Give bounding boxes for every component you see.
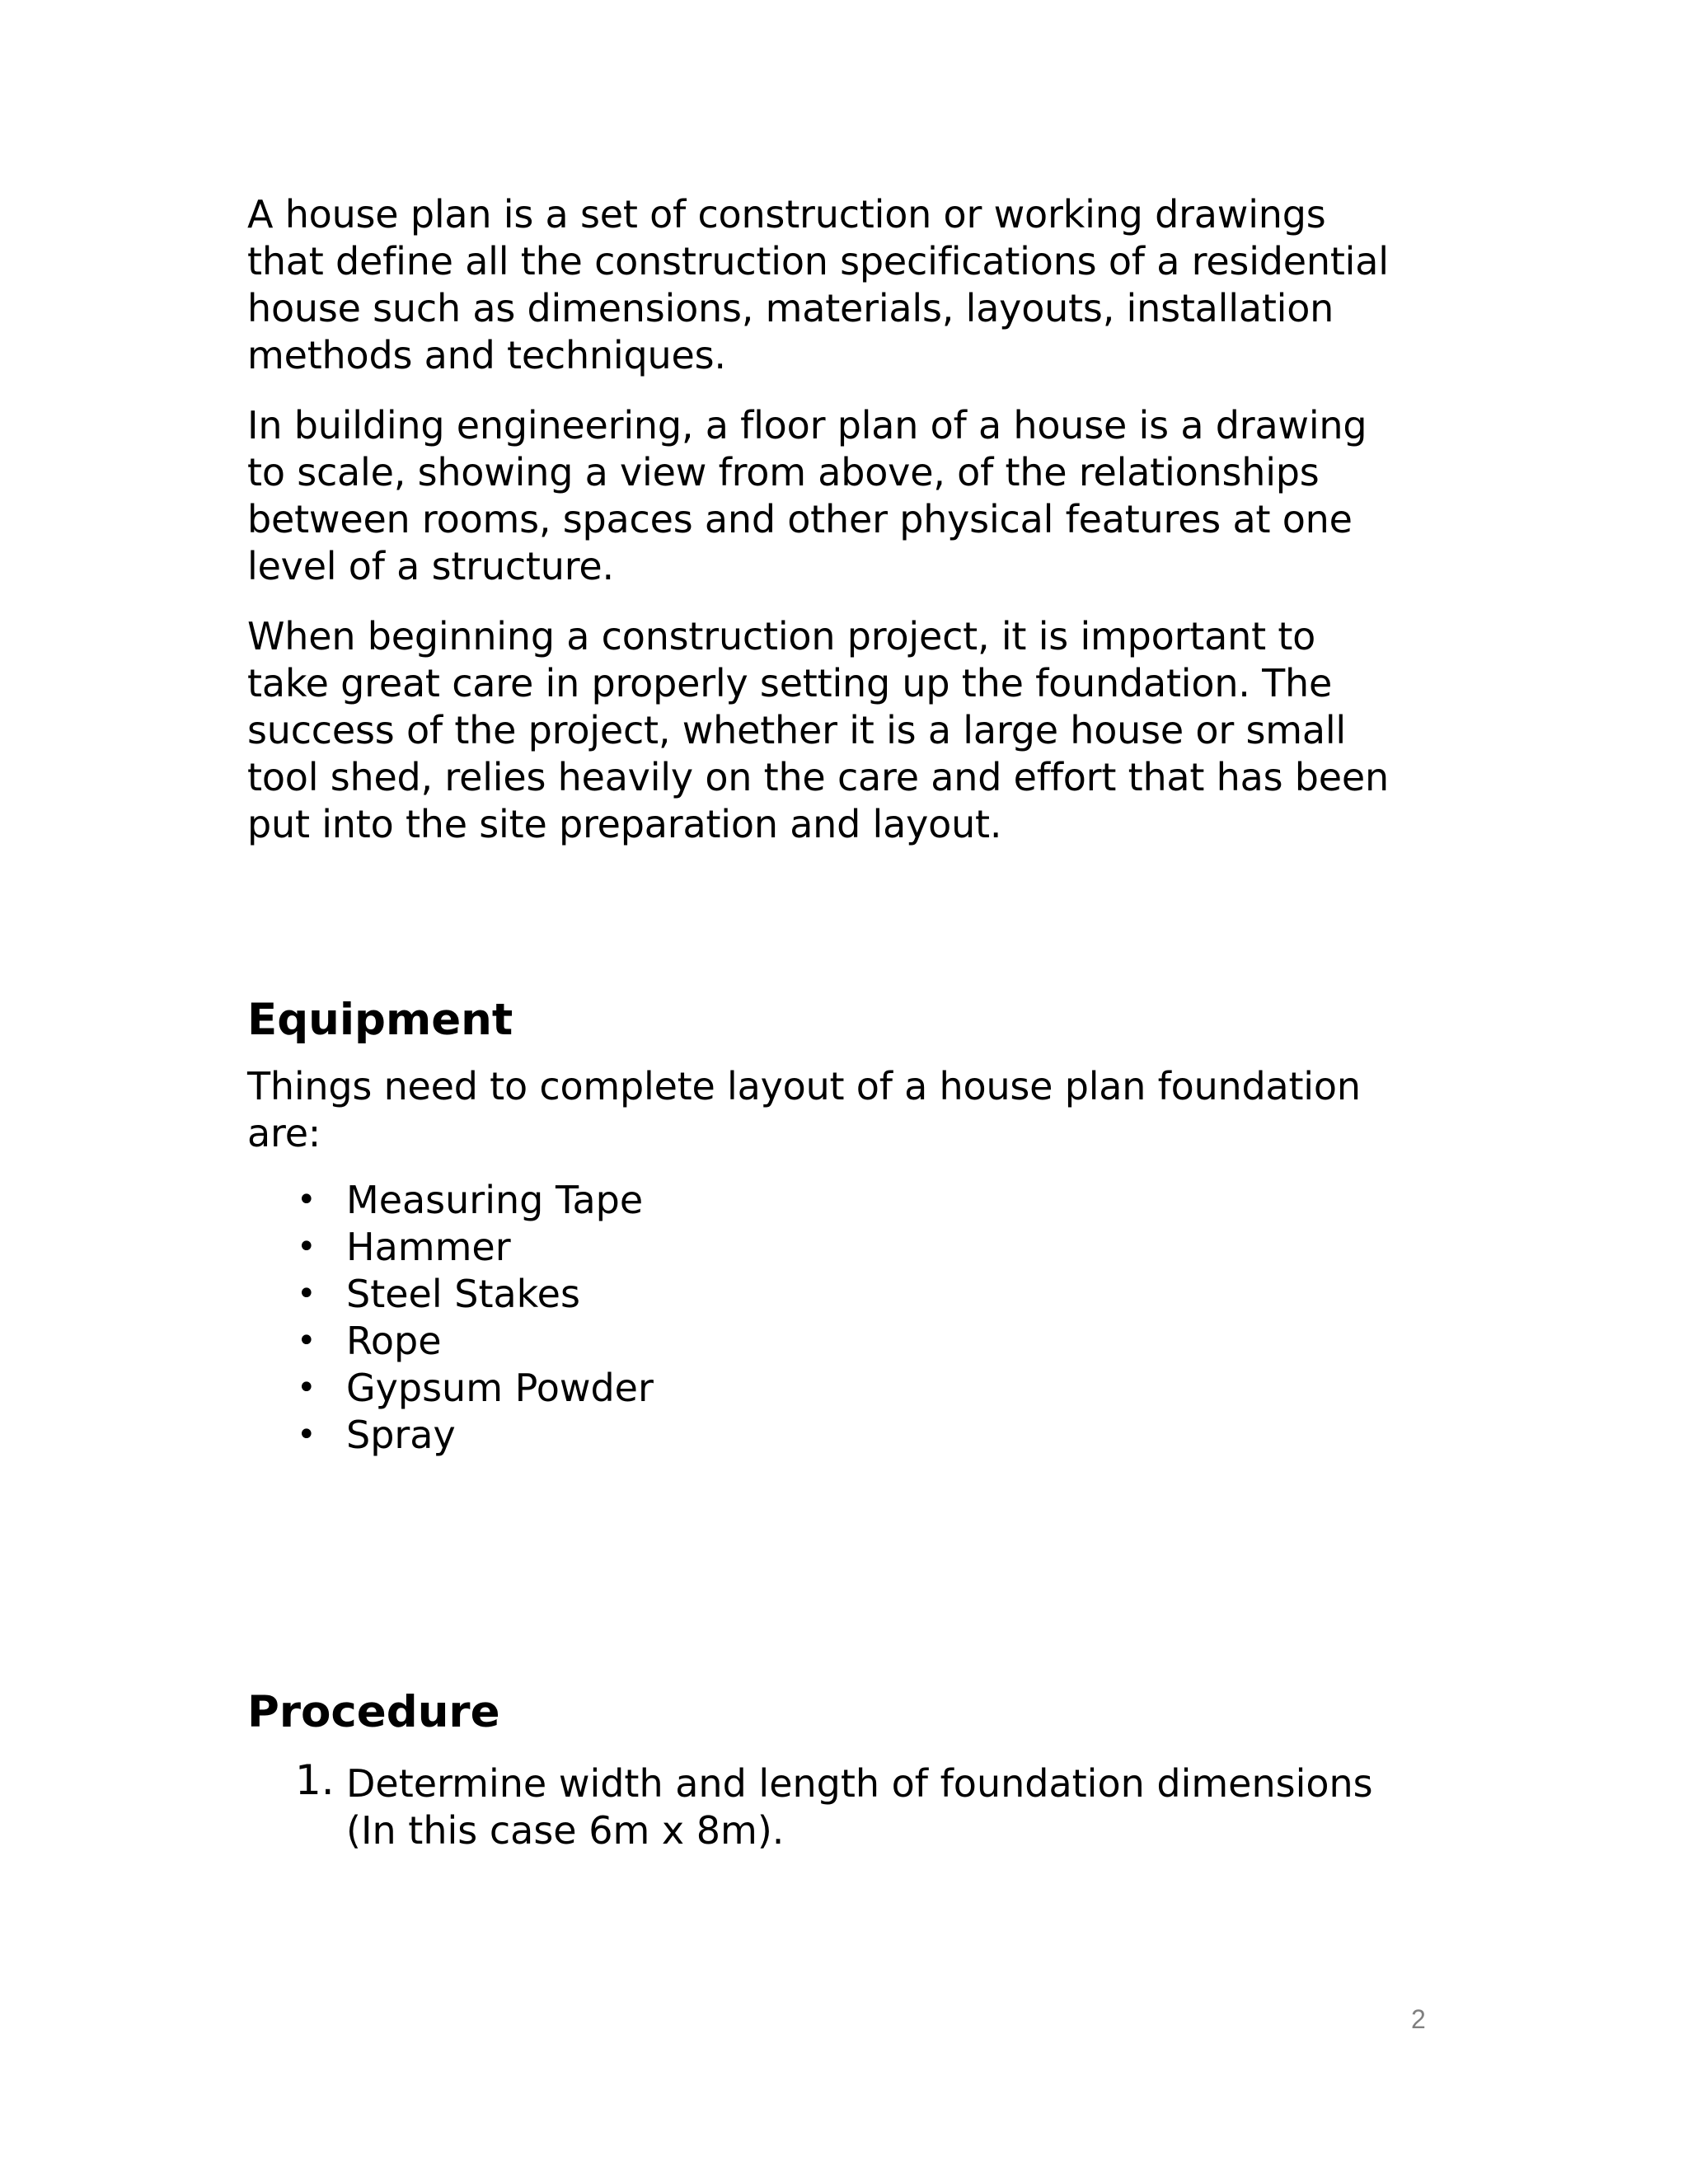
list-item-label: Hammer bbox=[346, 1225, 511, 1269]
step-number: 1. bbox=[295, 1756, 335, 1804]
list-item bbox=[297, 1412, 1451, 1459]
paragraph-floor-plan bbox=[247, 402, 1451, 590]
text-line: level of a structure. bbox=[247, 544, 614, 588]
bullet-icon: • bbox=[297, 1322, 316, 1360]
text-line: A house plan is a set of construction or working drawings bbox=[247, 192, 1326, 237]
text-line: are: bbox=[247, 1111, 321, 1155]
bullet-icon: • bbox=[297, 1228, 316, 1266]
procedure-heading: Procedure bbox=[247, 1687, 500, 1737]
list-item-label: Spray bbox=[346, 1413, 456, 1457]
text-line: put into the site preparation and layout. bbox=[247, 802, 1002, 846]
bullet-icon: • bbox=[297, 1416, 316, 1454]
text-line: Determine width and length of foundation dimensions bbox=[346, 1761, 1373, 1806]
text-line: to scale, showing a view from above, of the relationships bbox=[247, 450, 1320, 494]
list-item-label: Measuring Tape bbox=[346, 1178, 644, 1222]
text-line: success of the project, whether it is a large house or small bbox=[247, 708, 1346, 752]
list-item-label: Steel Stakes bbox=[346, 1272, 580, 1316]
text-line: tool shed, relies heavily on the care and effort that has been bbox=[247, 755, 1389, 799]
text-line: house such as dimensions, materials, layouts, installation bbox=[247, 286, 1334, 330]
page-content bbox=[247, 191, 1451, 1854]
list-item-label: Gypsum Powder bbox=[346, 1366, 654, 1410]
text-line: take great care in properly setting up the foundation. The bbox=[247, 661, 1333, 705]
procedure-step bbox=[295, 1756, 1451, 1854]
equipment-list bbox=[247, 1177, 1451, 1459]
text-line: (In this case 6m x 8m). bbox=[346, 1808, 785, 1853]
bullet-icon: • bbox=[297, 1275, 316, 1313]
list-item bbox=[297, 1271, 1451, 1318]
text-line: methods and techniques. bbox=[247, 333, 726, 377]
text-line: When beginning a construction project, it is important to bbox=[247, 614, 1316, 658]
procedure-steps bbox=[247, 1756, 1451, 1854]
list-item bbox=[297, 1224, 1451, 1271]
bullet-icon: • bbox=[297, 1369, 316, 1407]
list-item bbox=[297, 1177, 1451, 1224]
text-line: In building engineering, a floor plan of a house is a drawing bbox=[247, 403, 1367, 448]
paragraph-house-plan bbox=[247, 191, 1451, 379]
list-item bbox=[297, 1318, 1451, 1365]
page-number: 2 bbox=[1411, 2004, 1426, 2034]
text-line: that define all the construction specifications of a residential bbox=[247, 239, 1389, 284]
bullet-icon: • bbox=[297, 1181, 316, 1219]
paragraph-foundation bbox=[247, 613, 1451, 848]
text-line: between rooms, spaces and other physical features at one bbox=[247, 497, 1353, 541]
list-item-label: Rope bbox=[346, 1319, 442, 1363]
text-line: Things need to complete layout of a house plan foundation bbox=[247, 1064, 1361, 1108]
list-item bbox=[297, 1365, 1451, 1412]
equipment-heading: Equipment bbox=[247, 995, 513, 1045]
equipment-intro bbox=[247, 1063, 1451, 1157]
